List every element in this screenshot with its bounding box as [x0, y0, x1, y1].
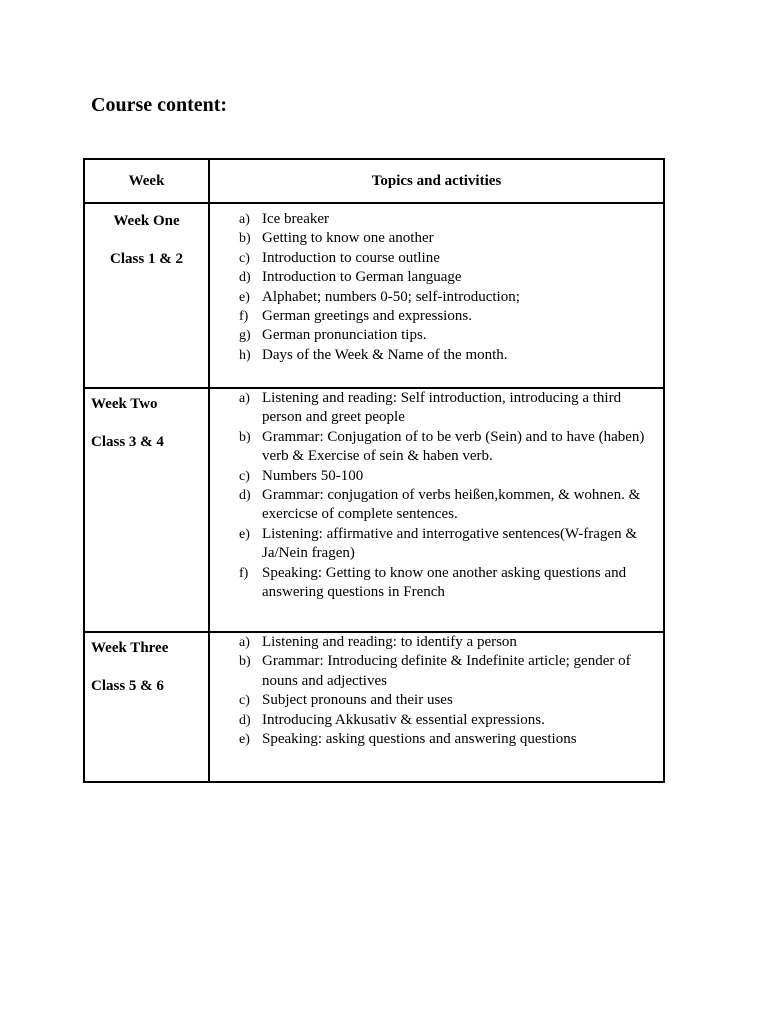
- topic-marker: c): [239, 693, 250, 709]
- week-cell: [84, 632, 209, 782]
- topic-marker: e): [239, 732, 250, 748]
- week-title: Week One: [113, 213, 180, 229]
- topic-text: Introducing Akkusativ & essential expressions.: [262, 711, 545, 728]
- table-row: [84, 388, 664, 632]
- class-label: Class 5 & 6: [91, 678, 164, 694]
- topic-item: [210, 564, 663, 603]
- topic-marker: c): [239, 468, 250, 484]
- course-content-table: [83, 158, 665, 783]
- topic-marker: a): [239, 212, 250, 227]
- topic-marker: d): [239, 712, 251, 728]
- topic-list: [210, 389, 663, 602]
- table-row: [84, 632, 664, 782]
- topic-item: [210, 288, 663, 307]
- class-label: Class 3 & 4: [91, 434, 164, 450]
- topic-marker: d): [239, 270, 251, 286]
- topics-cell: [209, 203, 664, 388]
- topic-item: [210, 268, 663, 287]
- topic-marker: a): [239, 635, 250, 650]
- topic-text: Listening: affirmative and interrogative sentences(W-fragen & Ja/Nein fragen): [262, 525, 637, 562]
- topic-marker: b): [239, 231, 251, 247]
- topic-item: [210, 389, 663, 428]
- topic-text: Getting to know one another: [262, 230, 434, 247]
- topic-item: [210, 711, 663, 730]
- week-title: Week Three: [91, 640, 169, 656]
- topic-item: [210, 525, 663, 564]
- topic-item: [210, 691, 663, 710]
- topic-list: [210, 633, 663, 749]
- topic-text: Grammar: Conjugation of to be verb (Sein) and to have (haben) verb & Exercise of sein & haben verb.: [262, 428, 645, 465]
- topic-marker: g): [239, 328, 251, 344]
- topic-item: [210, 730, 663, 749]
- class-label: Class 1 & 2: [110, 251, 183, 267]
- week-cell: [84, 203, 209, 388]
- topic-item: [210, 229, 663, 248]
- topic-text: German greetings and expressions.: [262, 308, 472, 325]
- topics-column-header: Topics and activities: [209, 159, 664, 203]
- topic-item: [210, 652, 663, 691]
- topic-text: Introduction to course outline: [262, 249, 440, 266]
- topic-text: Speaking: asking questions and answering questions: [262, 731, 577, 748]
- topic-marker: d): [239, 488, 251, 504]
- topic-text: German pronunciation tips.: [262, 327, 427, 344]
- topic-item: [210, 633, 663, 652]
- topic-marker: h): [239, 347, 251, 363]
- page-heading: Course content:: [91, 94, 228, 116]
- topic-marker: a): [239, 391, 250, 406]
- topic-text: Days of the Week & Name of the month.: [262, 346, 508, 363]
- topic-item: [210, 210, 663, 229]
- topic-text: Introduction to German language: [262, 269, 462, 286]
- table-header-row: [84, 159, 664, 203]
- topic-text: Alphabet; numbers 0-50; self-introduction;: [262, 288, 520, 305]
- topic-item: [210, 307, 663, 326]
- topic-text: Grammar: Introducing definite & Indefinite article; gender of nouns and adjectives: [262, 653, 631, 689]
- topic-item: [210, 428, 663, 467]
- topic-marker: f): [239, 565, 249, 581]
- week-title: Week Two: [91, 396, 158, 412]
- table-row: [84, 203, 664, 388]
- topic-text: Grammar: conjugation of verbs heißen,kommen, & wohnen. & exercicse of complete sentences.: [262, 487, 641, 523]
- topic-item: [210, 467, 663, 486]
- topic-text: Listening and reading: Self introduction, introducing a third person and greet people: [262, 390, 622, 426]
- topic-item: [210, 249, 663, 268]
- topic-marker: f): [239, 309, 249, 325]
- week-column-header: Week: [84, 159, 209, 203]
- topics-cell: [209, 632, 664, 782]
- topic-marker: e): [239, 289, 250, 305]
- week-cell: [84, 388, 209, 632]
- topic-list: [210, 210, 663, 365]
- topic-text: Speaking: Getting to know one another asking questions and answering questions in French: [262, 564, 627, 601]
- topic-marker: b): [239, 429, 251, 445]
- topic-marker: e): [239, 526, 250, 542]
- topic-marker: b): [239, 654, 251, 670]
- topic-item: [210, 326, 663, 345]
- topic-text: Ice breaker: [262, 211, 330, 227]
- topics-cell: [209, 388, 664, 632]
- topic-item: [210, 486, 663, 525]
- topic-item: [210, 346, 663, 365]
- topic-marker: c): [239, 250, 250, 266]
- topic-text: Subject pronouns and their uses: [262, 692, 453, 709]
- topic-text: Numbers 50-100: [262, 467, 364, 484]
- topic-text: Listening and reading: to identify a person: [262, 634, 517, 650]
